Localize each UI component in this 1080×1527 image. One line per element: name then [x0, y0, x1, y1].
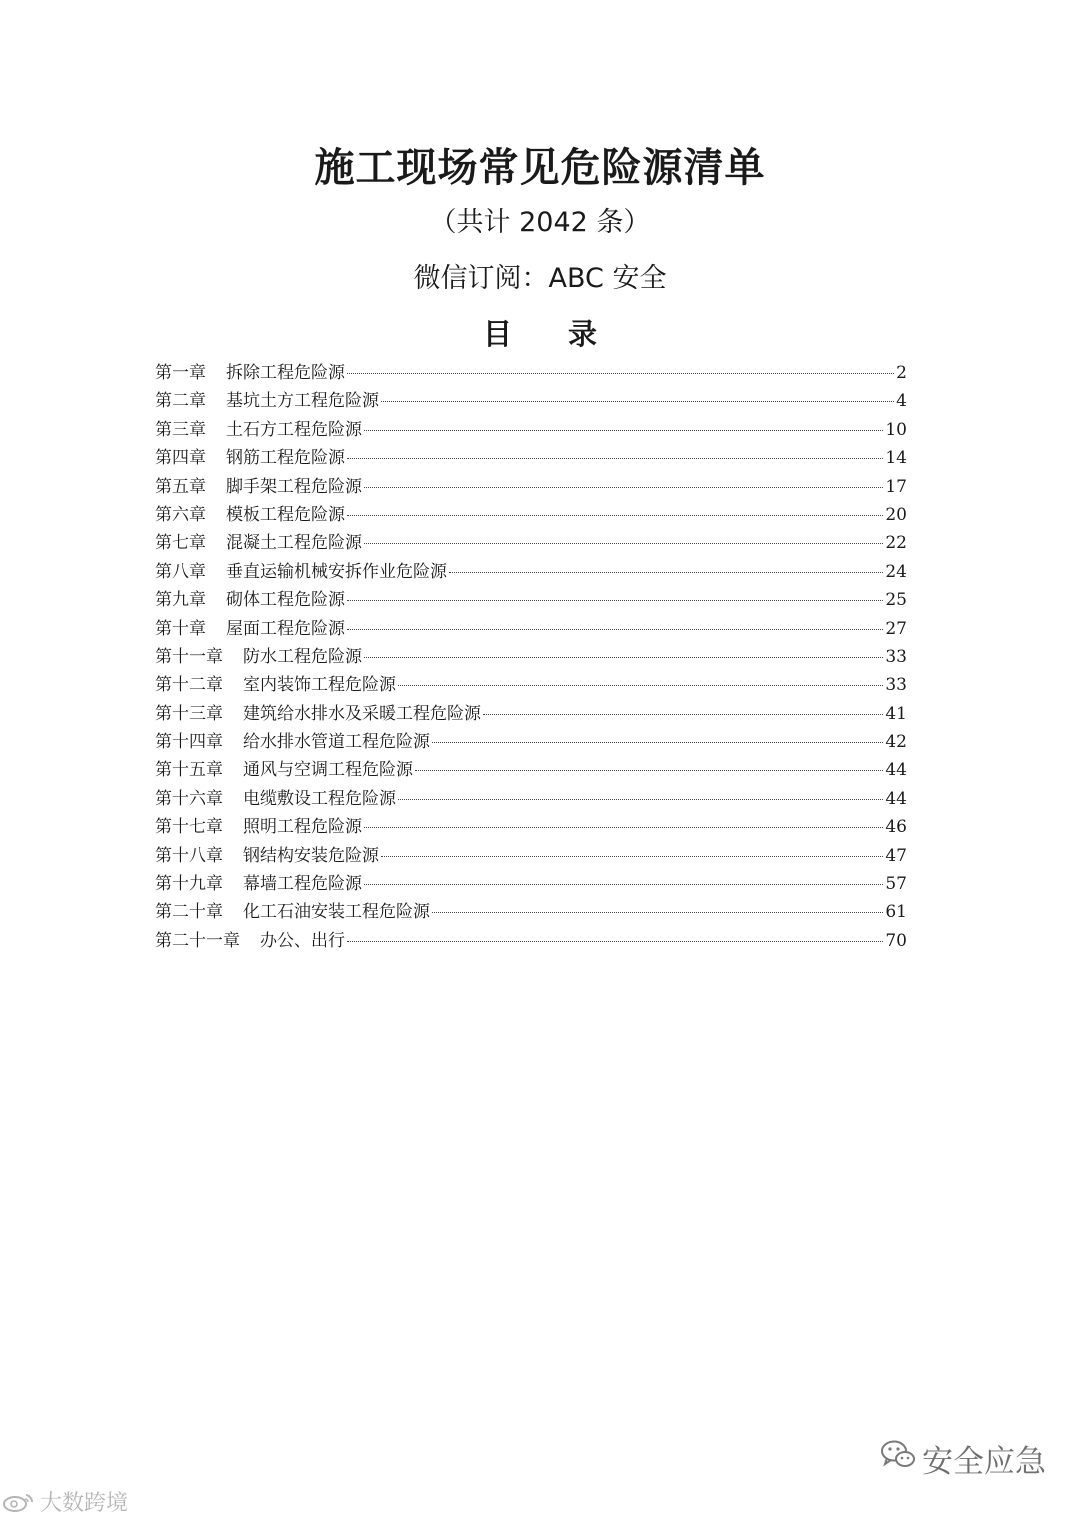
toc-page-number: 25 [885, 590, 907, 611]
toc-chapter-title: 拆除工程危险源 [226, 363, 345, 383]
toc-chapter-title: 给水排水管道工程危险源 [243, 732, 430, 753]
toc-chapter-number: 第十章 [155, 618, 206, 639]
toc-entry[interactable] [155, 416, 907, 444]
toc-chapter-number: 第六章 [155, 504, 206, 525]
toc-entry[interactable] [155, 898, 907, 926]
toc-leader-dots [364, 430, 883, 431]
toc-leader-dots [415, 770, 883, 771]
toc-entry[interactable] [155, 756, 907, 784]
toc-chapter-title: 电缆敷设工程危险源 [243, 788, 396, 809]
weibo-logo-icon [2, 1491, 36, 1513]
toc-chapter-title: 砌体工程危险源 [226, 590, 345, 611]
toc-chapter-number: 第十八章 [155, 845, 223, 866]
toc-chapter-number: 第四章 [155, 448, 206, 469]
toc-leader-dots [347, 941, 883, 942]
toc-leader-dots [364, 884, 883, 885]
toc-entry[interactable] [155, 700, 907, 728]
toc-leader-dots [381, 856, 883, 857]
toc-entry[interactable] [155, 387, 907, 415]
toc-entry[interactable] [155, 444, 907, 472]
toc-page-number: 33 [885, 646, 907, 667]
watermark-right [880, 1436, 1046, 1481]
toc-leader-dots [398, 685, 883, 686]
toc-page-number: 20 [885, 504, 907, 525]
toc-chapter-number: 第十二章 [155, 675, 223, 696]
toc-entry[interactable] [155, 501, 907, 529]
toc-chapter-title: 室内装饰工程危险源 [243, 675, 396, 696]
toc-entry[interactable] [155, 785, 907, 813]
toc-page-number: 57 [885, 874, 907, 895]
toc-chapter-title: 通风与空调工程危险源 [243, 760, 413, 781]
toc-page-number: 44 [885, 760, 907, 781]
toc-leader-dots [364, 827, 883, 828]
toc-entry[interactable] [155, 586, 907, 614]
toc-page-number: 41 [885, 703, 907, 724]
toc-page-number: 70 [885, 930, 907, 951]
toc-chapter-number: 第十四章 [155, 732, 223, 753]
toc-entry[interactable] [155, 529, 907, 557]
toc-chapter-number: 第五章 [155, 476, 206, 497]
toc-heading: 目录 [482, 317, 653, 351]
toc-leader-dots [449, 572, 883, 573]
toc-chapter-number: 第十三章 [155, 703, 223, 724]
toc-entry[interactable] [155, 728, 907, 756]
toc-chapter-title: 钢结构安装危险源 [243, 845, 379, 866]
toc-chapter-title: 幕墙工程危险源 [243, 874, 362, 895]
toc-chapter-title: 脚手架工程危险源 [226, 476, 362, 497]
toc-leader-dots [398, 799, 883, 800]
toc-chapter-number: 第三章 [155, 419, 206, 440]
toc-leader-dots [364, 657, 883, 658]
toc-page-number: 14 [885, 448, 907, 469]
toc-entry[interactable] [155, 643, 907, 671]
toc-chapter-number: 第二章 [155, 391, 206, 412]
toc-page-number: 61 [885, 902, 907, 923]
toc-page-number: 42 [885, 732, 907, 753]
toc-entry[interactable] [155, 927, 907, 955]
toc-page-number: 27 [885, 618, 907, 639]
toc-entry[interactable] [155, 558, 907, 586]
toc-chapter-title: 混凝土工程危险源 [226, 533, 362, 554]
toc-chapter-title: 垂直运输机械安拆作业危险源 [226, 561, 447, 582]
watermark-right-text: 安全应急 [922, 1444, 1046, 1480]
toc-chapter-title: 照明工程危险源 [243, 817, 362, 838]
toc-page-number: 24 [885, 561, 907, 582]
toc-chapter-number: 第八章 [155, 561, 206, 582]
toc-chapter-title: 屋面工程危险源 [226, 618, 345, 639]
toc-leader-dots [347, 629, 883, 630]
toc-chapter-number: 第二十一章 [155, 930, 240, 951]
toc-chapter-number: 第十七章 [155, 817, 223, 838]
toc-leader-dots [347, 373, 894, 374]
document-title: 施工现场常见危险源清单 [314, 145, 766, 191]
toc-entry[interactable] [155, 359, 907, 387]
toc-chapter-title: 建筑给水排水及采暖工程危险源 [243, 703, 481, 724]
toc-chapter-title: 模板工程危险源 [226, 504, 345, 525]
toc-chapter-number: 第一章 [155, 363, 206, 383]
toc-leader-dots [432, 912, 883, 913]
toc-page-number: 46 [885, 817, 907, 838]
toc-page-number: 44 [885, 788, 907, 809]
toc-leader-dots [381, 401, 894, 402]
toc-leader-dots [432, 742, 883, 743]
toc-chapter-number: 第十五章 [155, 760, 223, 781]
table-of-contents [155, 359, 907, 955]
toc-entry[interactable] [155, 615, 907, 643]
toc-chapter-number: 第十九章 [155, 874, 223, 895]
toc-entry[interactable] [155, 473, 907, 501]
watermark-left [2, 1486, 128, 1517]
wechat-logo-icon [880, 1439, 922, 1479]
toc-chapter-number: 第二十章 [155, 902, 223, 923]
toc-leader-dots [347, 458, 883, 459]
toc-chapter-title: 钢筋工程危险源 [226, 448, 345, 469]
toc-page-number: 22 [885, 533, 907, 554]
toc-entry[interactable] [155, 671, 907, 699]
toc-page-number: 17 [885, 476, 907, 497]
toc-leader-dots [364, 543, 883, 544]
toc-page-number: 4 [896, 391, 907, 412]
toc-page-number: 33 [885, 675, 907, 696]
toc-chapter-number: 第七章 [155, 533, 206, 554]
toc-entry[interactable] [155, 842, 907, 870]
toc-entry[interactable] [155, 870, 907, 898]
toc-page-number: 2 [896, 363, 907, 383]
toc-leader-dots [364, 487, 883, 488]
toc-chapter-title: 化工石油安装工程危险源 [243, 902, 430, 923]
toc-chapter-title: 土石方工程危险源 [226, 419, 362, 440]
toc-leader-dots [347, 600, 883, 601]
toc-chapter-number: 第十一章 [155, 646, 223, 667]
toc-chapter-title: 防水工程危险源 [243, 646, 362, 667]
document-subtitle: （共计 2042 条） [429, 207, 651, 238]
toc-leader-dots [347, 515, 883, 516]
toc-page-number: 10 [885, 419, 907, 440]
toc-entry[interactable] [155, 813, 907, 841]
toc-chapter-number: 第九章 [155, 590, 206, 611]
toc-chapter-title: 办公、出行 [260, 930, 345, 951]
toc-chapter-title: 基坑土方工程危险源 [226, 391, 379, 412]
toc-page-number: 47 [885, 845, 907, 866]
watermark-left-text: 大数跨境 [40, 1491, 129, 1516]
subscribe-line: 微信订阅：ABC 安全 [413, 263, 667, 294]
toc-chapter-number: 第十六章 [155, 788, 223, 809]
toc-leader-dots [483, 714, 883, 715]
